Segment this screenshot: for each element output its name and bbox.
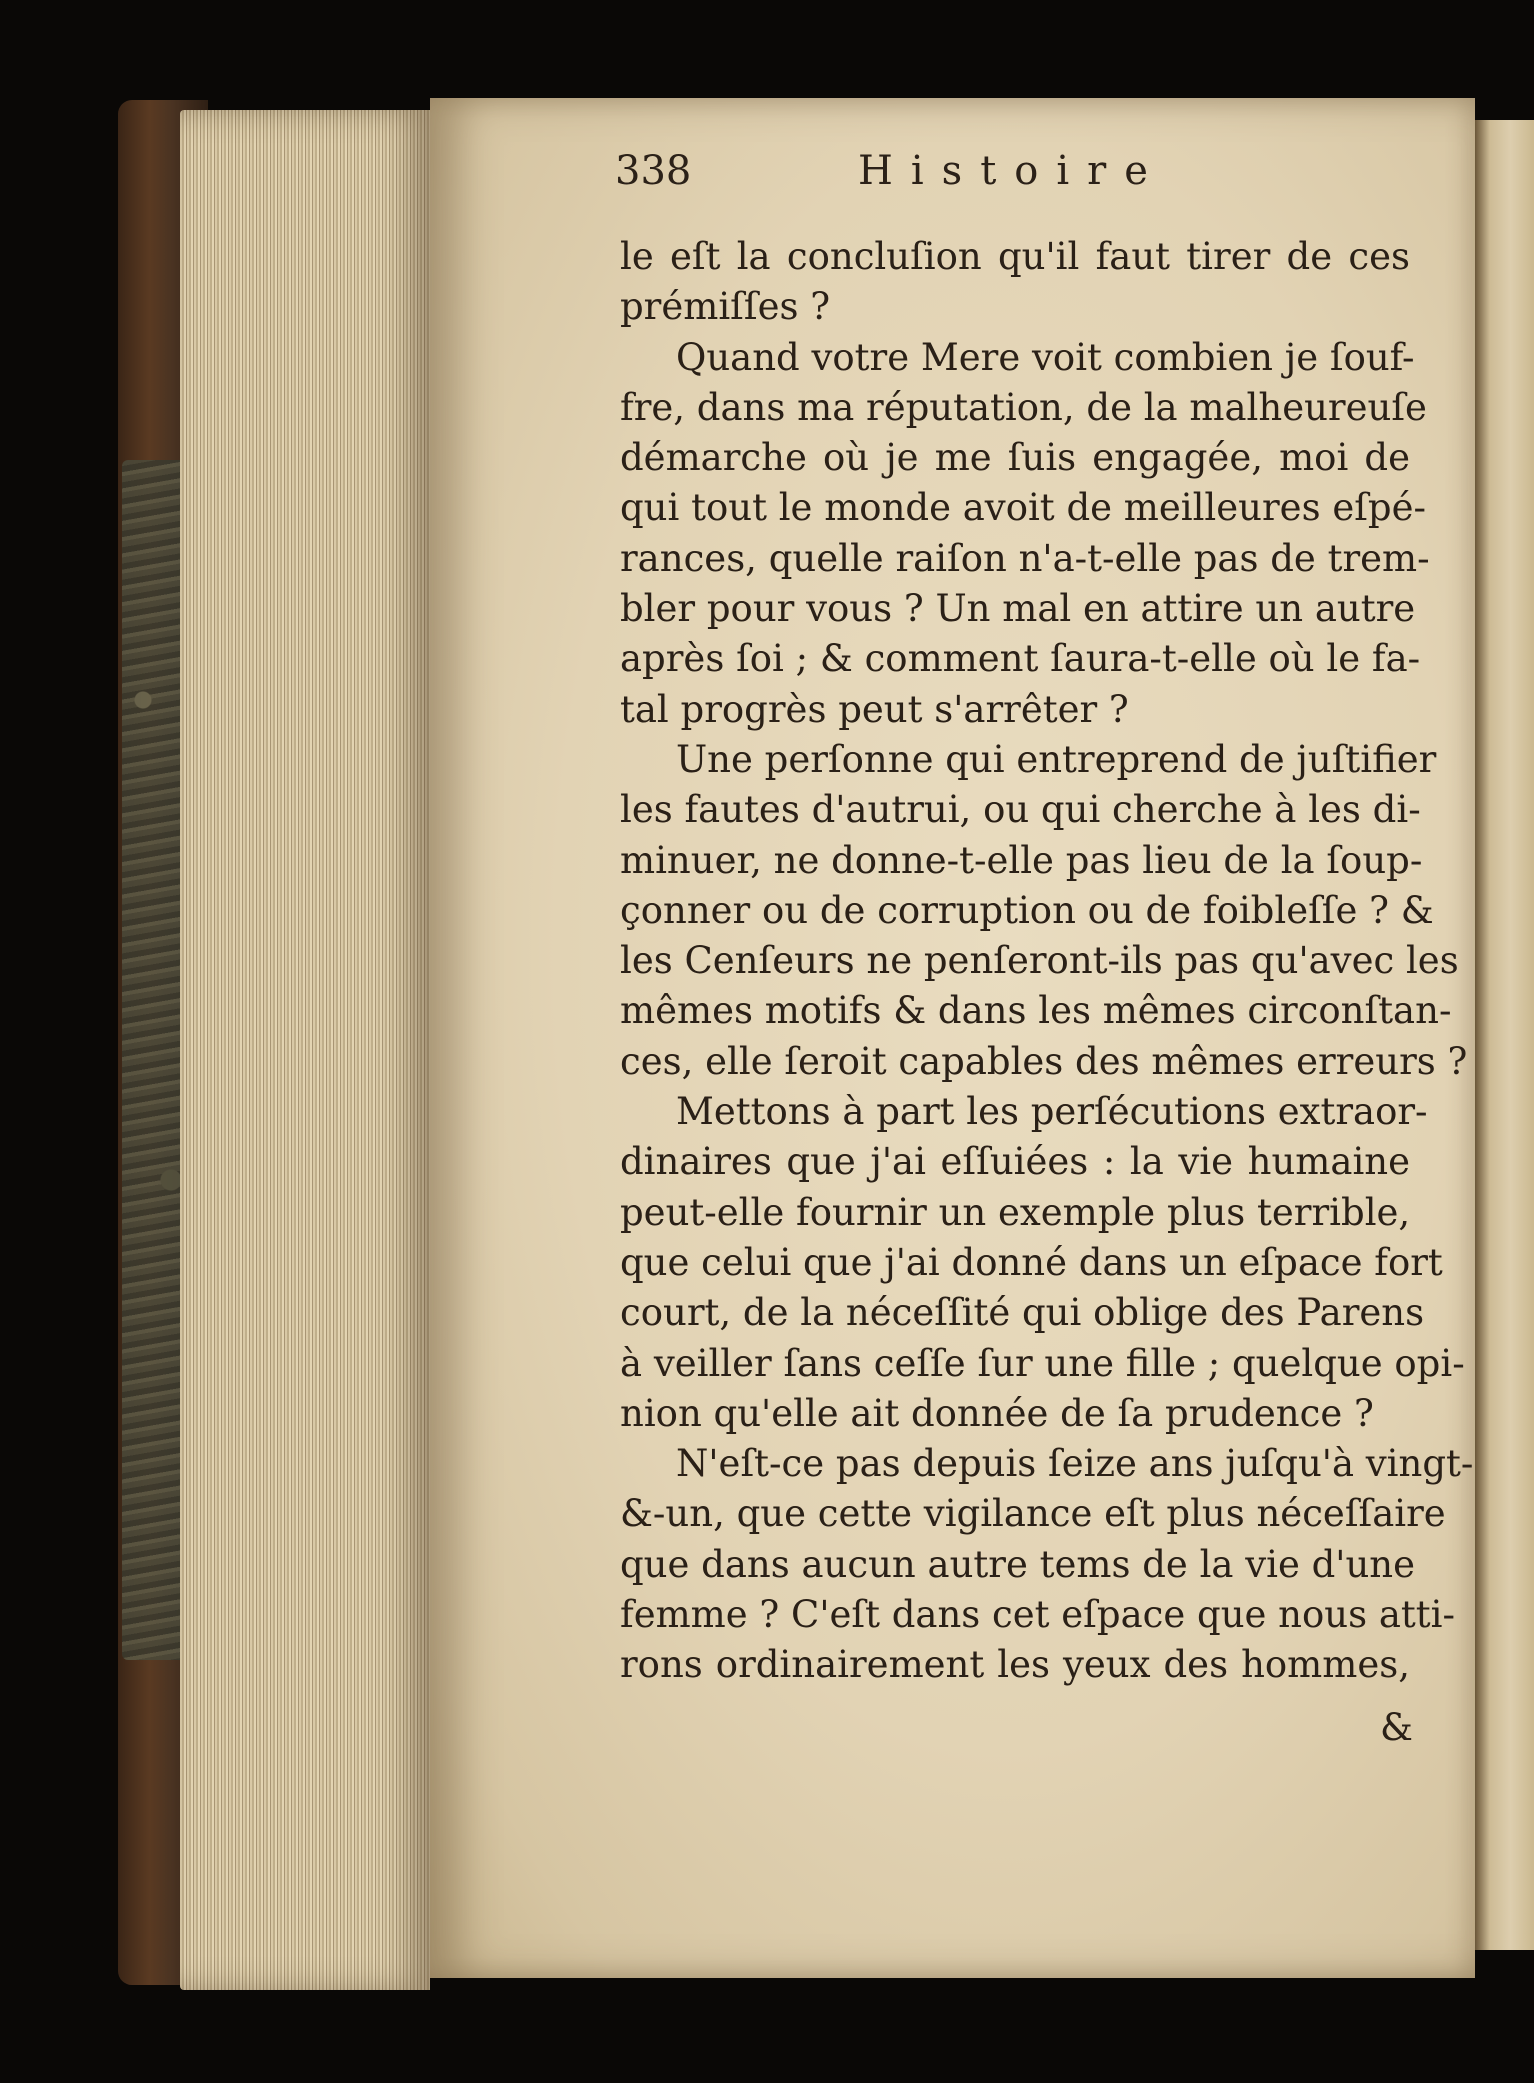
text-line: les Cenſeurs ne penſeront-ils pas qu'avec les <box>620 939 1459 983</box>
text-line: bler pour vous ? Un mal en attire un autre <box>620 587 1416 631</box>
page-body <box>620 232 1474 1691</box>
text-line: rances, quelle raiſon n'a-t-elle pas de trem- <box>620 536 1430 580</box>
text-line: que celui que j'ai donné dans un eſpace fort <box>620 1240 1443 1284</box>
facing-page-edge <box>1475 120 1534 1950</box>
text-line: prémiſſes ? <box>620 285 831 329</box>
running-head: Histoire <box>858 148 1166 194</box>
text-line: rons ordinairement les yeux des hommes, <box>620 1643 1410 1687</box>
text-line: Quand votre Mere voit combien je ſouf- <box>676 335 1415 379</box>
page-header <box>615 148 1415 208</box>
text-line: dinaires que j'ai eſſuiées : la vie humaine <box>620 1140 1410 1184</box>
text-line: fre, dans ma réputation, de la malheureuſe <box>620 385 1427 429</box>
text-line: minuer, ne donne-t-elle pas lieu de la ſoup- <box>620 838 1423 882</box>
text-line: qui tout le monde avoit de meilleures eſpé- <box>620 486 1426 530</box>
text-line: femme ? C'eſt dans cet eſpace que nous atti- <box>620 1593 1455 1637</box>
text-line: nion qu'elle ait donnée de ſa prudence ? <box>620 1391 1374 1435</box>
text-line: à veiller ſans ceſſe ſur une fille ; quelque opi- <box>620 1341 1465 1385</box>
page-number: 338 <box>615 148 692 194</box>
text-line: tal progrès peut s'arrêter ? <box>620 687 1129 731</box>
text-line: ces, elle ſeroit capables des mêmes erreurs ? <box>620 1039 1468 1083</box>
text-line: Mettons à part les perſécutions extraor- <box>676 1090 1428 1134</box>
text-line: çonner ou de corruption ou de foibleſſe ? & <box>620 888 1434 932</box>
text-line: démarche où je me ſuis engagée, moi de <box>620 436 1410 480</box>
text-line: &-un, que cette vigilance eſt plus néceſſaire <box>620 1492 1446 1536</box>
text-line: le eſt la concluſion qu'il faut tirer de ces <box>620 235 1410 278</box>
text-line: Une perſonne qui entreprend de juſtifier <box>676 737 1437 781</box>
text-line: les fautes d'autrui, ou qui cherche à les di- <box>620 788 1421 832</box>
text-line: que dans aucun autre tems de la vie d'une <box>620 1542 1416 1586</box>
text-line: mêmes motifs & dans les mêmes circonſtan- <box>620 989 1452 1033</box>
page-edges <box>180 110 430 1990</box>
text-line: court, de la néceſſité qui oblige des Parens <box>620 1291 1425 1335</box>
catchword: & <box>1380 1706 1413 1749</box>
text-line: peut-elle fournir un exemple plus terrible, <box>620 1190 1411 1234</box>
text-line: N'eſt-ce pas depuis ſeize ans juſqu'à vingt- <box>676 1442 1474 1486</box>
text-line: après ſoi ; & comment ſaura-t-elle où le fa- <box>620 637 1421 681</box>
